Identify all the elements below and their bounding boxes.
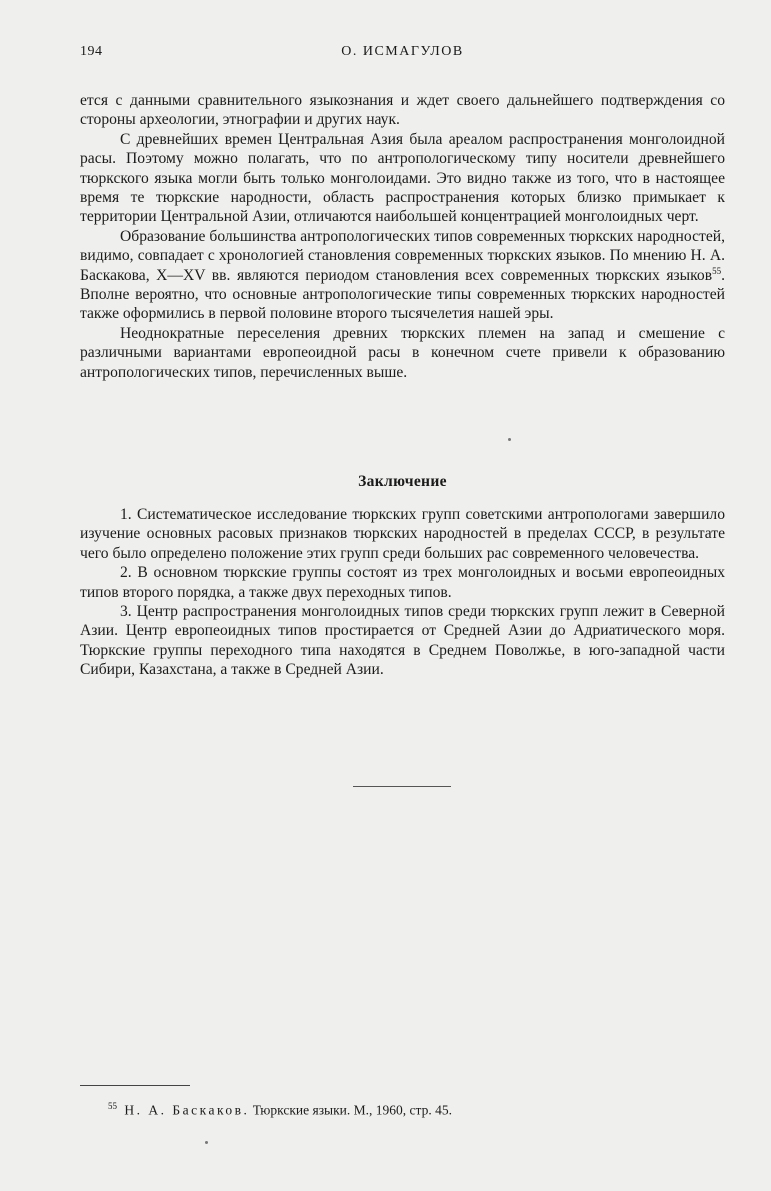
conclusion-list	[80, 505, 725, 680]
running-head	[80, 44, 725, 66]
print-speck	[205, 1141, 208, 1144]
paragraph-continuation: ется с данными сравнительного языкознания и ждет своего дальнейшего подтверждения со стороны археологии, этнографии и других наук.	[80, 92, 725, 129]
section-divider	[353, 786, 451, 787]
paragraph-central-asia: С древнейших времен Центральная Азия была ареалом распространения монголоидной расы. Поэтому можно полагать, что по антропологическому типу носители древнейшего тюркского языка могли быть только монголоидами. Это видно также из того, что в настоящее время те тюркские народности, область распространения которых близко примыкает к территории Центральной Азии, отличаются наибольшей концентрацией монголоидных черт.	[80, 130, 725, 226]
main-text	[80, 91, 725, 382]
paragraph-migrations: Неоднократные переселения древних тюркских племен на запад и смешение с различными вариантами европеоидной расы в конечном счете привели к образованию антропологических типов, перечисленных выше.	[80, 324, 725, 381]
section-heading: Заключение	[358, 473, 447, 490]
conclusion-item-3: 3. Центр распространения монголоидных типов среди тюркских групп лежит в Северной Азии. Центр европеоидных типов простирается от Средней Азии до Адриатического моря. Тюркские группы переходного типа находятся в Среднем Поволжье, в юго-западной части Сибири, Казахстана, а также в Средней Азии.	[80, 603, 725, 679]
paragraph-chronology-text-after: . Вполне вероятно, что основные антропологические типы современных тюркских народностей также оформились в первой половине второго тысячелетия нашей эры.	[80, 266, 725, 323]
footnote-author: Н. А. Баскаков.	[124, 1102, 250, 1118]
footnote	[108, 1097, 728, 1120]
footnote-reference: 55	[712, 265, 722, 276]
print-speck	[508, 438, 511, 441]
footnote-text: Тюркские языки. М., 1960, стр. 45.	[252, 1102, 452, 1118]
footnote-number: 55	[108, 1101, 117, 1111]
page-number: 194	[80, 44, 103, 59]
footnote-rule	[80, 1085, 190, 1086]
running-title: О. ИСМАГУЛОВ	[341, 44, 464, 59]
conclusion-item-1: 1. Систематическое исследование тюркских групп советскими антропологами завершило изучение основных расовых признаков тюркских народностей в пределах СССР, в результате чего было определено положение этих групп среди больших рас современного человечества.	[80, 506, 725, 562]
paragraph-chronology-text: Образование большинства антропологических типов современных тюркских народностей, видимо, совпадает с хронологией становления современных тюркских языков. По мнению Н. А. Баскакова, X—XV вв. являются периодом становления всех современных тюркских языков	[80, 227, 725, 284]
paragraph-chronology	[80, 227, 725, 324]
conclusion-item-2: 2. В основном тюркские группы состоят из трех монголоидных и восьми европеоидных типов второго порядка, а также двух переходных типов.	[80, 564, 725, 601]
